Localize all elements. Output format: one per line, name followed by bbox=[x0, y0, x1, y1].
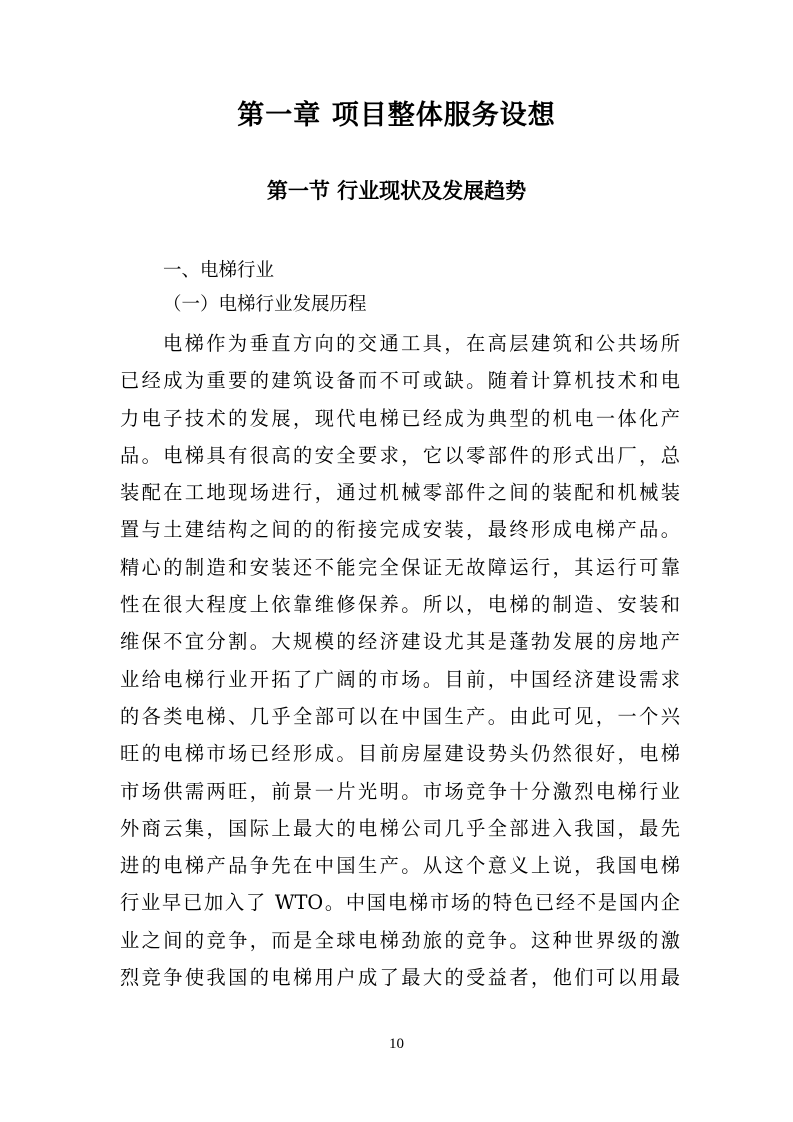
paragraph-line: 业给电梯行业开拓了广阔的市场。目前，中国经济建设需求 bbox=[120, 667, 680, 691]
paragraph-line: 进的电梯产品争先在中国生产。从这个意义上说，我国电梯 bbox=[120, 854, 680, 878]
body-paragraph bbox=[120, 325, 680, 996]
section-title: 第一节 行业现状及发展趋势 bbox=[266, 179, 527, 203]
paragraph-line: 性在很大程度上依靠维修保养。所以，电梯的制造、安装和 bbox=[120, 593, 680, 617]
paragraph-line: 装配在工地现场进行，通过机械零部件之间的装配和机械装 bbox=[120, 481, 680, 505]
paragraph-line: 已经成为重要的建筑设备而不可或缺。随着计算机技术和电 bbox=[120, 369, 680, 393]
paragraph-line: 置与土建结构之间的的衔接完成安装，最终形成电梯产品。 bbox=[120, 518, 680, 542]
paragraph-line: 的各类电梯、几乎全部可以在中国生产。由此可见，一个兴 bbox=[120, 704, 680, 728]
paragraph-line: 行业早已加入了 WTO。中国电梯市场的特色已经不是国内企 bbox=[120, 891, 680, 915]
paragraph-line: 业之间的竞争，而是全球电梯劲旅的竞争。这种世界级的激 bbox=[120, 928, 680, 952]
paragraph-line: 精心的制造和安装还不能完全保证无故障运行，其运行可靠 bbox=[120, 555, 680, 579]
paragraph-line: 旺的电梯市场已经形成。目前房屋建设势头仍然很好，电梯 bbox=[120, 742, 680, 766]
chapter-title: 第一章 项目整体服务设想 bbox=[237, 100, 556, 131]
page-number: 10 bbox=[389, 1036, 404, 1052]
heading-level-2: （一）电梯行业发展历程 bbox=[163, 294, 367, 315]
paragraph-line: 力电子技术的发展，现代电梯已经成为典型的机电一体化产 bbox=[120, 406, 680, 430]
heading-level-1: 一、电梯行业 bbox=[163, 260, 275, 281]
paragraph-line: 维保不宜分割。大规模的经济建设尤其是蓬勃发展的房地产 bbox=[120, 630, 680, 654]
paragraph-line: 品。电梯具有很高的安全要求，它以零部件的形式出厂，总 bbox=[120, 443, 680, 467]
paragraph-line: 外商云集，国际上最大的电梯公司几乎全部进入我国，最先 bbox=[120, 816, 680, 840]
paragraph-line: 烈竞争使我国的电梯用户成了最大的受益者，他们可以用最 bbox=[120, 966, 680, 990]
paragraph-line: 电梯作为垂直方向的交通工具，在高层建筑和公共场所 bbox=[163, 332, 680, 355]
paragraph-line: 市场供需两旺，前景一片光明。市场竞争十分激烈电梯行业 bbox=[120, 779, 680, 803]
